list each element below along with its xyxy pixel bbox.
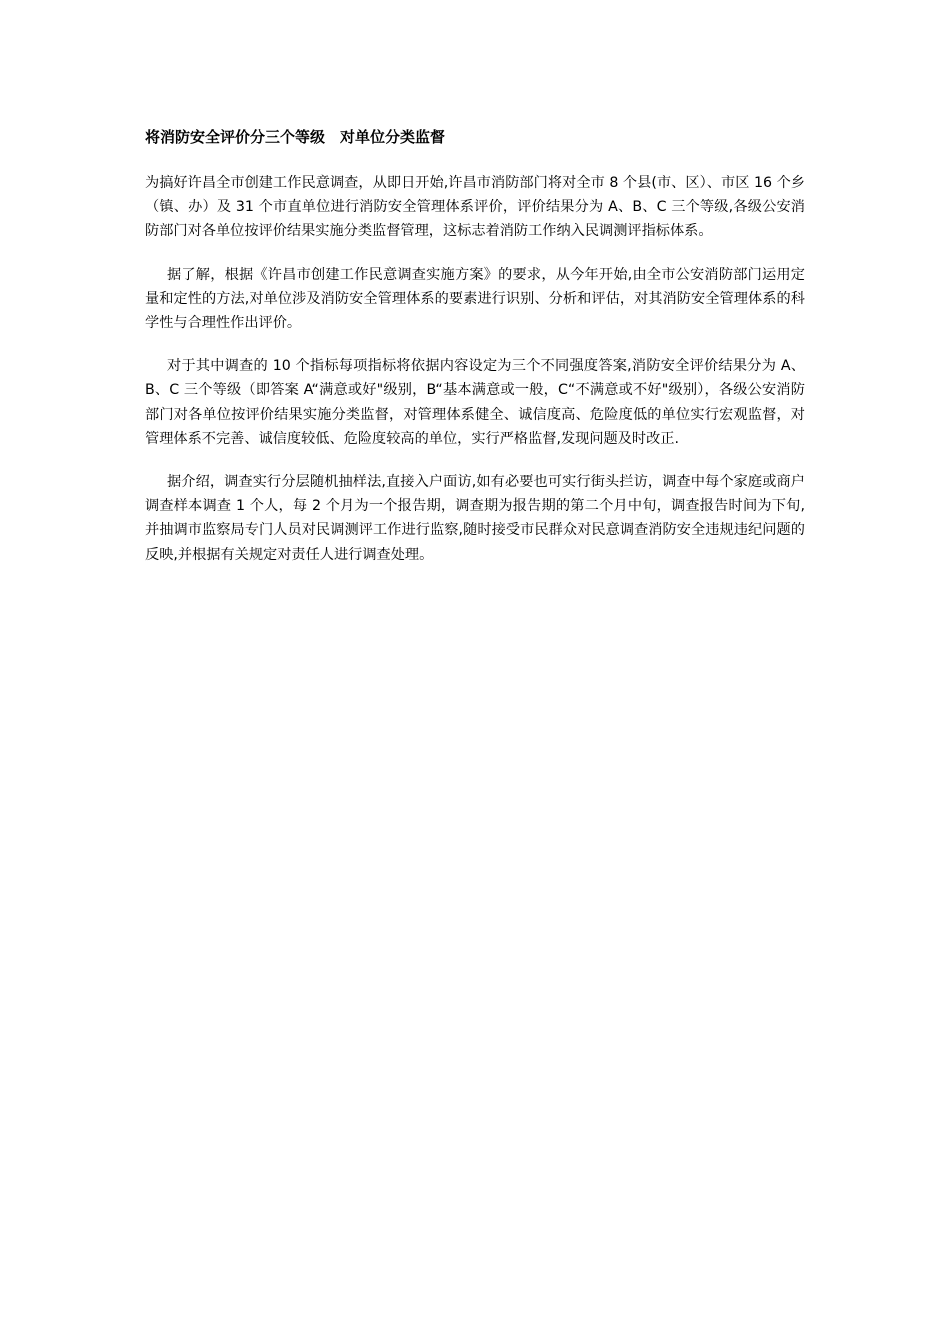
document-title: 将消防安全评价分三个等级 对单位分类监督 (145, 128, 446, 146)
document-body (145, 125, 805, 586)
paragraph-intro: 为搞好许昌全市创建工作民意调查，从即日开始,许昌市消防部门将对全市 8 个县(市、区）、市区 16 个乡（镇、办）及 31 个市直单位进行消防安全管理体系评价，评价结果分为 A、B、C 三个等级,各级公安消防部门对各单位按评价结果实施分类监督管理，这标志着消防工作纳入民调测评指标体系。 (145, 175, 805, 240)
paragraph-background: 据了解，根据《许昌市创建工作民意调查实施方案》的要求，从今年开始,由全市公安消防部门运用定量和定性的方法,对单位涉及消防安全管理体系的要素进行识别、分析和评估，对其消防安全管理体系的科学性与合理性作出评价。 (145, 266, 805, 332)
paragraph-grading: 对于其中调查的 10 个指标每项指标将依据内容设定为三个不同强度答案,消防安全评价结果分为 A、B、C 三个等级（即答案 A“满意或好"级别，B“基本满意或一般，C“不满意或不好"级别），各级公安消防部门对各单位按评价结果实施分类监督，对管理体系健全、诚信度高、危险度低的单位实行宏观监督，对管理体系不完善、诚信度较低、危险度较高的单位，实行严格监督,发现问题及时改正. (145, 358, 805, 447)
paragraph-survey-method: 据介绍，调查实行分层随机抽样法,直接入户面访,如有必要也可实行街头拦访，调查中每个家庭或商户调查样本调查 1 个人，每 2 个月为一个报告期，调查期为报告期的第二个月中旬，调查报告时间为下旬,并抽调市监察局专门人员对民调测评工作进行监察,随时接受市民群众对民意调查消防安全违规违纪问题的反映,并根据有关规定对责任人进行调查处理。 (145, 474, 805, 563)
